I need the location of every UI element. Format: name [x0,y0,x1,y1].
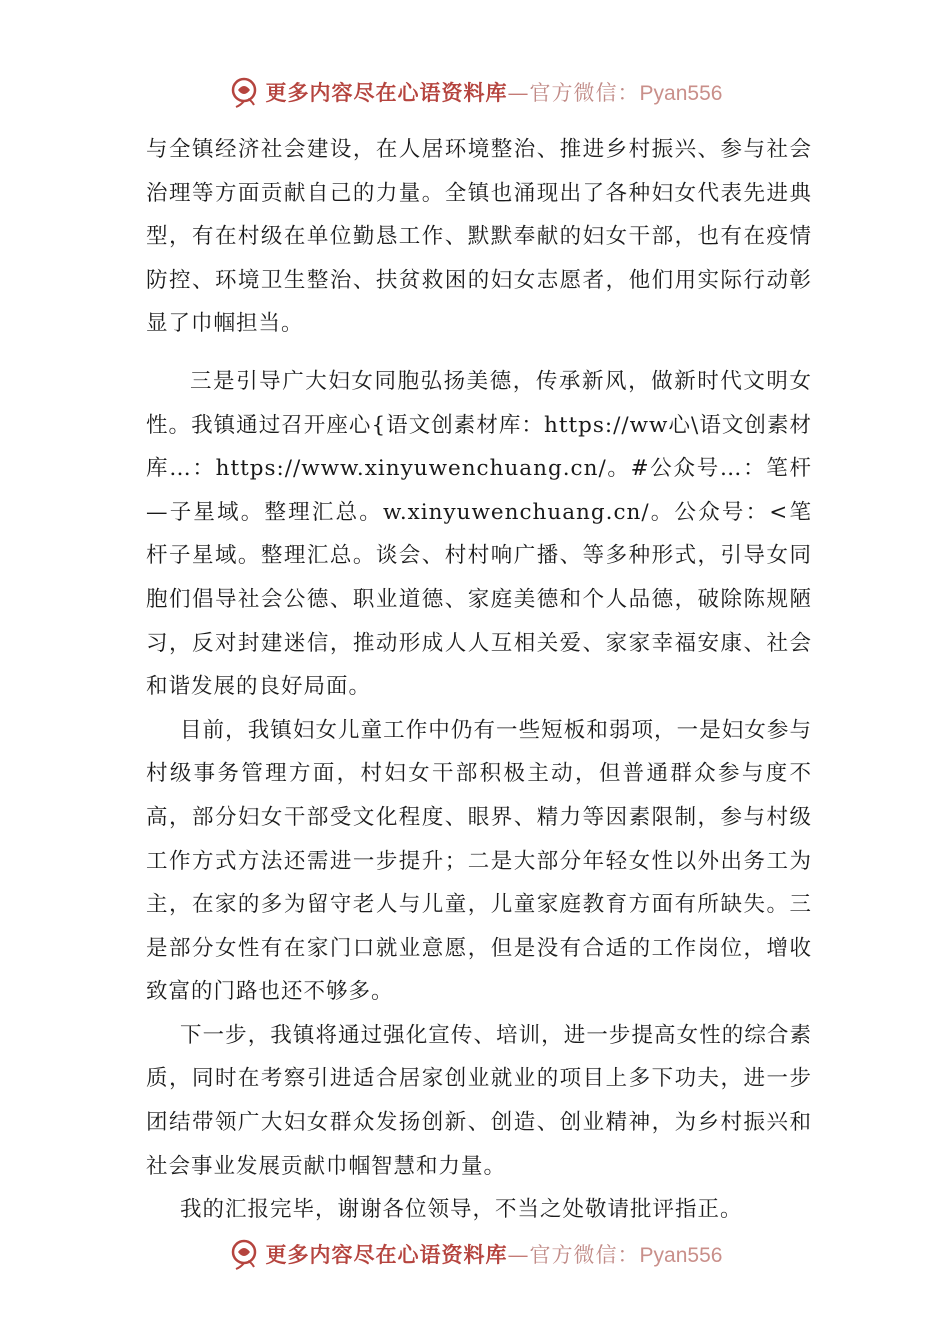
watermark-separator: — [507,1243,530,1267]
watermark-contact-id: Pyan556 [639,82,723,105]
watermark-text [266,1239,723,1269]
header-watermark [0,72,950,112]
paragraph-1: 与全镇经济社会建设，在人居环境整治、推进乡村振兴、参与社会治理等方面贡献自己的力量。全镇也涌现出了各种妇女代表先进典型，有在村级在单位勤恳工作、默默奉献的妇女干部，也有在疫情防控、环境卫生整治、扶贫救困的妇女志愿者，他们用实际行动彰显了巾帼担当。 [146,137,812,337]
paragraph-3: 目前，我镇妇女儿童工作中仍有一些短板和弱项，一是妇女参与村级事务管理方面，村妇女干部积极主动，但普通群众参与度不高，部分妇女干部受文化程度、眼界、精力等因素限制，参与村级工作方式方法还需进一步提升；二是大部分年轻女性以外出务工为主，在家的多为留守老人与儿童，儿童家庭教育方面有所缺失。三是部分女性有在家门口就业意愿，但是没有合适的工作岗位，增收致富的门路也还不够多。 [146,717,812,1005]
rose-logo-icon [228,75,262,109]
paragraph-2: 三是引导广大妇女同胞弘扬美德，传承新风，做新时代文明女性。我镇通过召开座心{语文创素材库：https://ww心\语文创素材库…：https://www.xinyuwenchuang.cn/。#公众号…：笔杆—子星域。整理汇总。w.xinyuwenchuang.cn/。公众号：<笔杆子星域。整理汇总。谈会、村村响广播、等多种形式，引导女同胞们倡导社会公德、职业道德、家庭美德和个人品德，破除陈规陋习，反对封建迷信，推动形成人人互相关爱、家家幸福安康、社会和谐发展的良好局面。 [146,368,812,700]
watermark-brand: 更多内容尽在心语资料库 [265,1242,508,1267]
watermark-brand: 更多内容尽在心语资料库 [265,80,508,105]
watermark-contact-label: 官方微信： [529,1243,640,1267]
watermark-separator: — [507,81,530,105]
paragraph-5: 我的汇报完毕，谢谢各位领导，不当之处敬请批评指正。 [180,1197,743,1223]
watermark-contact-label: 官方微信： [529,81,640,105]
rose-logo-icon [228,1237,262,1271]
footer-watermark [0,1234,950,1274]
watermark-contact-id: Pyan556 [639,1244,723,1267]
watermark-text [266,77,723,107]
document-body [146,128,812,1232]
paragraph-4: 下一步，我镇将通过强化宣传、培训，进一步提高女性的综合素质，同时在考察引进适合居家创业就业的项目上多下功夫，进一步团结带领广大妇女群众发扬创新、创造、创业精神，为乡村振兴和社会事业发展贡献巾帼智慧和力量。 [146,1022,812,1179]
